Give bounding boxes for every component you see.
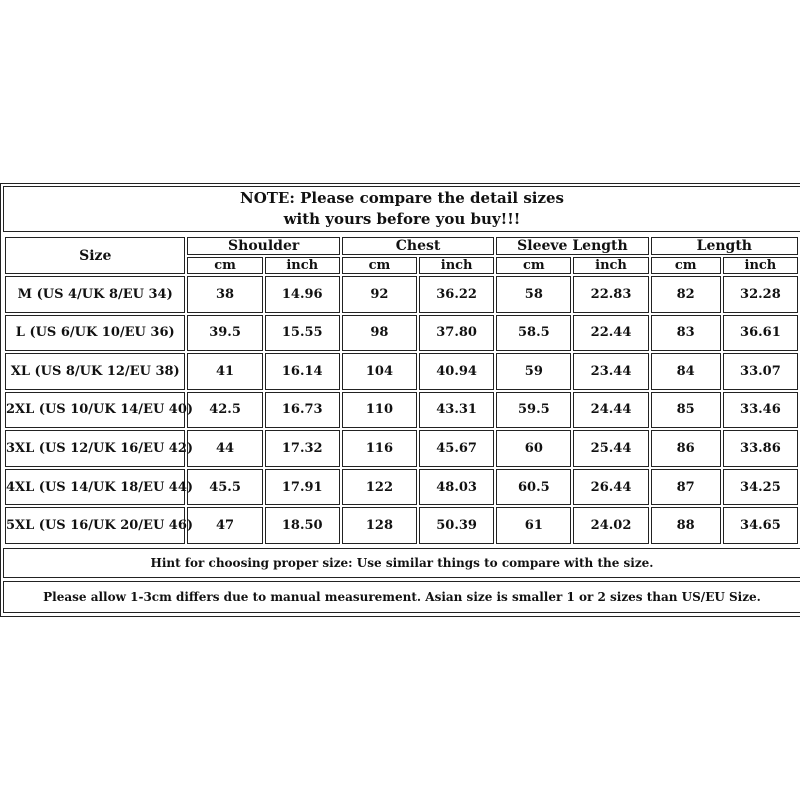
measurement-cell: 41 [187,353,262,390]
measurement-cell: 60 [496,430,571,467]
table-row [5,353,798,390]
measurement-cell: 33.86 [723,430,798,467]
measurement-cell: 17.91 [265,469,340,506]
size-table-body [5,276,798,544]
measurement-cell: 58 [496,276,571,313]
unit-header: inch [723,257,798,274]
size-cell: 2XL (US 10/UK 14/EU 40) [5,392,185,429]
measurement-cell: 34.65 [723,507,798,544]
measurement-cell: 24.44 [573,392,648,429]
measurement-cell: 82 [651,276,721,313]
measurement-cell: 39.5 [187,315,262,352]
measurement-cell: 23.44 [573,353,648,390]
sleeve-length-header: Sleeve Length [496,237,648,255]
measurement-cell: 18.50 [265,507,340,544]
measurement-cell: 33.07 [723,353,798,390]
measurement-cell: 44 [187,430,262,467]
table-row [5,392,798,429]
length-header: Length [651,237,798,255]
measurement-cell: 110 [342,392,417,429]
measurement-cell: 48.03 [419,469,494,506]
measurement-cell: 15.55 [265,315,340,352]
measurement-cell: 59.5 [496,392,571,429]
measurement-cell: 86 [651,430,721,467]
measurement-cell: 47 [187,507,262,544]
hint-row: Hint for choosing proper size: Use similar things to compare with the size. [3,548,800,578]
measurement-cell: 43.31 [419,392,494,429]
measurement-cell: 42.5 [187,392,262,429]
measurement-cell: 104 [342,353,417,390]
table-row [5,469,798,506]
table-row [5,507,798,544]
measurement-cell: 33.46 [723,392,798,429]
measurement-cell: 40.94 [419,353,494,390]
unit-header: inch [419,257,494,274]
measurement-cell: 16.73 [265,392,340,429]
measurement-cell: 58.5 [496,315,571,352]
measurement-cell: 84 [651,353,721,390]
unit-header: inch [265,257,340,274]
allowance-note: Please allow 1-3cm differs due to manual measurement. Asian size is smaller 1 or 2 sizes than US/EU Size. [3,581,800,613]
table-row [5,315,798,352]
measurement-cell: 61 [496,507,571,544]
measurement-cell: 34.25 [723,469,798,506]
measurement-cell: 128 [342,507,417,544]
measurement-cell: 36.61 [723,315,798,352]
unit-header: cm [496,257,571,274]
measurement-cell: 85 [651,392,721,429]
measurement-cell: 45.67 [419,430,494,467]
measurement-cell: 116 [342,430,417,467]
measurement-cell: 88 [651,507,721,544]
measurement-cell: 36.22 [419,276,494,313]
measurement-cell: 16.14 [265,353,340,390]
unit-header: cm [187,257,262,274]
unit-header: cm [342,257,417,274]
measurement-cell: 26.44 [573,469,648,506]
measurement-cell: 45.5 [187,469,262,506]
size-cell: 5XL (US 16/UK 20/EU 46) [5,507,185,544]
size-cell: XL (US 8/UK 12/EU 38) [5,353,185,390]
measurement-cell: 25.44 [573,430,648,467]
size-header: Size [5,237,185,274]
measurement-cell: 98 [342,315,417,352]
unit-header: cm [651,257,721,274]
measurement-cell: 92 [342,276,417,313]
measurement-cell: 83 [651,315,721,352]
size-cell: 3XL (US 12/UK 16/EU 42) [5,430,185,467]
table-row [5,276,798,313]
note-banner [3,186,800,232]
chest-header: Chest [342,237,494,255]
measurement-cell: 22.83 [573,276,648,313]
note-line-2: with yours before you buy!!! [283,210,521,228]
measurement-cell: 32.28 [723,276,798,313]
measurement-cell: 122 [342,469,417,506]
measurement-cell: 37.80 [419,315,494,352]
measurement-cell: 60.5 [496,469,571,506]
size-cell: M (US 4/UK 8/EU 34) [5,276,185,313]
shoulder-header: Shoulder [187,237,339,255]
measurement-cell: 38 [187,276,262,313]
measurement-cell: 22.44 [573,315,648,352]
measurement-cell: 87 [651,469,721,506]
size-cell: L (US 6/UK 10/EU 36) [5,315,185,352]
header-group-row [5,237,798,255]
measurement-cell: 59 [496,353,571,390]
measurement-cell: 14.96 [265,276,340,313]
size-table [3,235,800,546]
note-line-1: NOTE: Please compare the detail sizes [239,189,565,207]
measurement-cell: 24.02 [573,507,648,544]
measurement-cell: 17.32 [265,430,340,467]
size-chart [0,183,800,617]
size-cell: 4XL (US 14/UK 18/EU 44) [5,469,185,506]
unit-header: inch [573,257,648,274]
table-row [5,430,798,467]
measurement-cell: 50.39 [419,507,494,544]
